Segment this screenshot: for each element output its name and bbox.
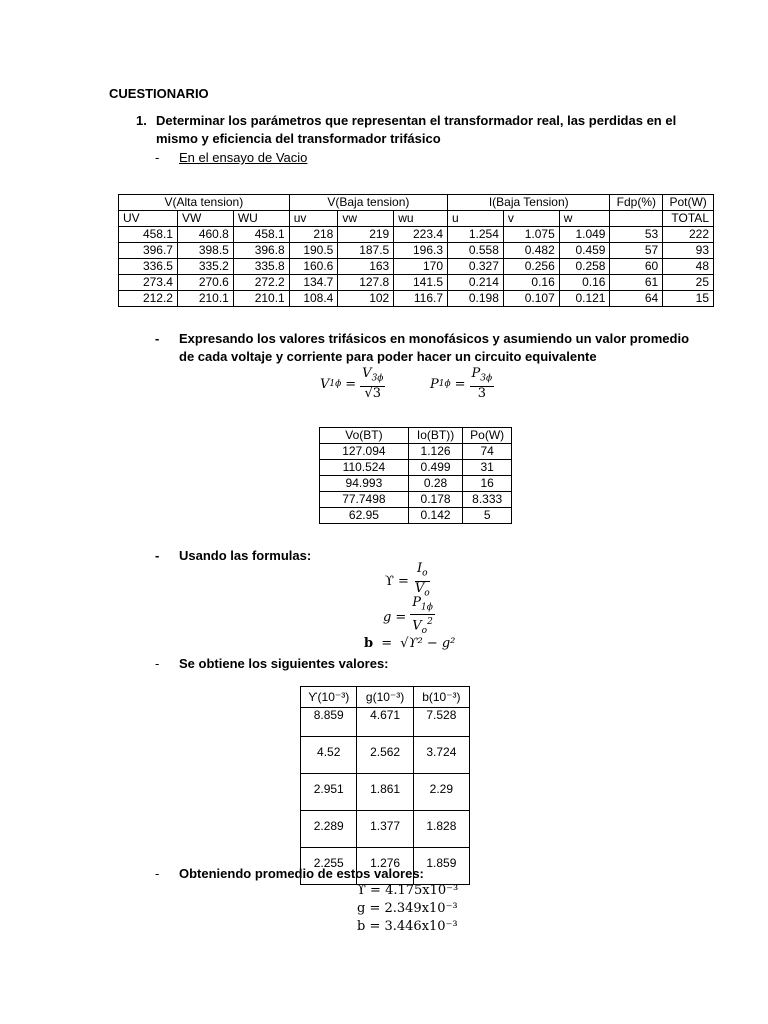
group-header: V(Baja tension) <box>289 195 447 211</box>
formula-symbol: V <box>414 580 425 596</box>
table-cell: 1.828 <box>413 811 469 848</box>
table-cell: 218 <box>289 227 338 243</box>
formula-symbol: g <box>383 609 392 625</box>
formula-denominator: 3 <box>477 385 486 401</box>
table-header-row <box>320 428 512 444</box>
table-cell: 48 <box>663 259 714 275</box>
table-cell: 210.1 <box>233 291 289 307</box>
table-cell: 16 <box>463 476 512 492</box>
column-header: ϒ(10⁻³) <box>301 687 357 708</box>
table-cell: 1.075 <box>503 227 559 243</box>
table-cell: 0.327 <box>448 259 504 275</box>
table-cell: 0.107 <box>503 291 559 307</box>
table-row <box>301 774 470 811</box>
table-group-header-row <box>119 195 714 211</box>
column-header: uv <box>289 211 338 227</box>
table-cell: 0.558 <box>448 243 504 259</box>
formula-equals: = <box>395 609 407 625</box>
table-cell: 458.1 <box>119 227 178 243</box>
table-cell: 7.528 <box>413 708 469 737</box>
vacio-table <box>118 194 714 307</box>
table-cell: 0.256 <box>503 259 559 275</box>
table-cell: 1.126 <box>408 444 463 460</box>
table-row <box>301 708 470 737</box>
formula-subscript: 1ϕ <box>438 379 451 389</box>
formula-superscript: 2 <box>427 617 433 628</box>
table-cell: 210.1 <box>177 291 233 307</box>
question-number: 1. <box>136 113 147 128</box>
table-cell: 273.4 <box>119 275 178 291</box>
table-cell: 2.255 <box>301 848 357 885</box>
formula-fraction <box>410 596 435 639</box>
usando-label: Usando las formulas: <box>179 548 312 563</box>
table-row <box>320 460 512 476</box>
table-row <box>320 444 512 460</box>
table-row <box>119 291 714 307</box>
table-cell: 57 <box>610 243 663 259</box>
column-header: wu <box>394 211 448 227</box>
table-cell: 335.2 <box>177 259 233 275</box>
voltage-formula <box>320 364 385 404</box>
formula-subscript: 1ϕ <box>420 602 433 613</box>
table-cell: 141.5 <box>394 275 448 291</box>
formula-subscript: 1ϕ <box>329 379 342 389</box>
table-cell: 163 <box>338 259 394 275</box>
table-row <box>320 476 512 492</box>
column-header: WU <box>233 211 289 227</box>
table-cell: 77.7498 <box>320 492 409 508</box>
table-cell: 61 <box>610 275 663 291</box>
group-header: V(Alta tension) <box>119 195 290 211</box>
formula-equals: = <box>345 376 357 392</box>
table-row <box>119 275 714 291</box>
formula-equals: = <box>381 636 393 651</box>
table-cell: 0.459 <box>559 243 610 259</box>
column-header <box>610 211 663 227</box>
table-cell: 270.6 <box>177 275 233 291</box>
table-cell: 1.049 <box>559 227 610 243</box>
table-row <box>301 811 470 848</box>
susceptance-formula <box>364 636 455 651</box>
table-cell: 2.29 <box>413 774 469 811</box>
formula-symbol: b <box>364 636 374 651</box>
table-cell: 212.2 <box>119 291 178 307</box>
table-cell: 0.214 <box>448 275 504 291</box>
bullet-dash: - <box>155 866 160 881</box>
formula-symbol: P <box>430 376 439 392</box>
formula-fraction <box>360 367 385 401</box>
table-cell: 0.16 <box>503 275 559 291</box>
table-cell: 0.28 <box>408 476 463 492</box>
group-header: Pot(W) <box>663 195 714 211</box>
table-cell: 134.7 <box>289 275 338 291</box>
table-cell: 196.3 <box>394 243 448 259</box>
column-header: UV <box>119 211 178 227</box>
formula-symbol: V <box>362 366 372 382</box>
average-results <box>357 882 458 936</box>
table-row <box>119 259 714 275</box>
table-cell: 219 <box>338 227 394 243</box>
column-header: w <box>559 211 610 227</box>
table-cell: 93 <box>663 243 714 259</box>
table-cell: 53 <box>610 227 663 243</box>
monofasico-table <box>319 427 512 524</box>
table-cell: 1.377 <box>357 811 413 848</box>
table-cell: 398.5 <box>177 243 233 259</box>
table-cell: 272.2 <box>233 275 289 291</box>
table-cell: 396.8 <box>233 243 289 259</box>
table-cell: 4.52 <box>301 737 357 774</box>
result-admittance: ϒ = 4.175x10⁻³ <box>357 883 459 898</box>
table-cell: 25 <box>663 275 714 291</box>
column-header: TOTAL <box>663 211 714 227</box>
formula-subscript: o <box>421 626 428 637</box>
formula-symbol: I <box>416 560 423 576</box>
column-header: Vo(BT) <box>320 428 409 444</box>
table-cell: 1.861 <box>357 774 413 811</box>
table-cell: 2.289 <box>301 811 357 848</box>
table-column-header-row <box>119 211 714 227</box>
formula-subscript: o <box>422 568 428 579</box>
table-cell: 3.724 <box>413 737 469 774</box>
table-cell: 460.8 <box>177 227 233 243</box>
table-cell: 170 <box>394 259 448 275</box>
table-cell: 222 <box>663 227 714 243</box>
table-header-row <box>301 687 470 708</box>
table-row <box>320 492 512 508</box>
table-cell: 8.859 <box>301 708 357 737</box>
formula-symbol: V <box>412 618 422 634</box>
table-row <box>301 737 470 774</box>
power-formula <box>430 364 494 404</box>
table-cell: 0.499 <box>408 460 463 476</box>
column-header: vw <box>338 211 394 227</box>
table-cell: 2.562 <box>357 737 413 774</box>
table-cell: 102 <box>338 291 394 307</box>
admittance-formula <box>385 562 432 600</box>
promedio-label: Obteniendo promedio de estos valores: <box>179 866 424 881</box>
table-cell: 64 <box>610 291 663 307</box>
formula-expression: √ϒ² − g² <box>400 636 456 651</box>
table-cell: 127.094 <box>320 444 409 460</box>
column-header: b(10⁻³) <box>413 687 469 708</box>
column-header: VW <box>177 211 233 227</box>
group-header: Fdp(%) <box>610 195 663 211</box>
bullet-dash: - <box>155 548 160 563</box>
formula-denominator: √3 <box>364 385 382 401</box>
table-cell: 5 <box>463 508 512 524</box>
table-cell: 4.671 <box>357 708 413 737</box>
table-cell: 0.258 <box>559 259 610 275</box>
column-header: Io(BT)) <box>408 428 463 444</box>
table-row <box>119 243 714 259</box>
table-cell: 94.993 <box>320 476 409 492</box>
table-cell: 0.142 <box>408 508 463 524</box>
obtiene-label: Se obtiene los siguientes valores: <box>179 656 389 671</box>
table-cell: 396.7 <box>119 243 178 259</box>
formula-equals: = <box>397 573 409 589</box>
expr-text-line1: Expresando los valores trifásicos en monofásicos y asumiendo un valor promedio <box>179 331 690 346</box>
expr-text-line2: de cada voltaje y corriente para poder hacer un circuito equivalente <box>179 349 597 364</box>
result-susceptance: b = 3.446x10⁻³ <box>357 919 458 934</box>
bullet-dash: - <box>155 656 160 671</box>
table-cell: 223.4 <box>394 227 448 243</box>
result-conductance: g = 2.349x10⁻³ <box>357 901 458 916</box>
question-text-line1: Determinar los parámetros que representan el transformador real, las perdidas en el <box>156 113 677 128</box>
bullet-dash: - <box>155 150 160 165</box>
bullet-dash: - <box>155 331 160 346</box>
formula-symbol: ϒ <box>385 573 394 589</box>
table-cell: 15 <box>663 291 714 307</box>
table-cell: 0.16 <box>559 275 610 291</box>
table-cell: 108.4 <box>289 291 338 307</box>
table-cell: 1.254 <box>448 227 504 243</box>
table-cell: 0.121 <box>559 291 610 307</box>
table-cell: 160.6 <box>289 259 338 275</box>
formula-fraction <box>470 367 495 401</box>
formula-equals: = <box>454 376 466 392</box>
table-cell: 60 <box>610 259 663 275</box>
column-header: u <box>448 211 504 227</box>
table-cell: 0.178 <box>408 492 463 508</box>
table-cell: 1.276 <box>357 848 413 885</box>
column-header: v <box>503 211 559 227</box>
table-cell: 110.524 <box>320 460 409 476</box>
page-title: CUESTIONARIO <box>109 86 209 101</box>
table-cell: 116.7 <box>394 291 448 307</box>
table-cell: 336.5 <box>119 259 178 275</box>
table-cell: 74 <box>463 444 512 460</box>
formula-symbol: P <box>412 594 421 610</box>
question-text-line2: mismo y eficiencia del transformador trifásico <box>156 131 441 146</box>
formula-symbol: P <box>471 366 481 382</box>
table-cell: 187.5 <box>338 243 394 259</box>
vacio-label: En el ensayo de Vacio <box>179 150 308 165</box>
formula-symbol: V <box>320 376 330 392</box>
table-cell: 458.1 <box>233 227 289 243</box>
column-header: g(10⁻³) <box>357 687 413 708</box>
table-cell: 2.951 <box>301 774 357 811</box>
table-cell: 127.8 <box>338 275 394 291</box>
table-cell: 0.198 <box>448 291 504 307</box>
table-row <box>119 227 714 243</box>
table-cell: 335.8 <box>233 259 289 275</box>
table-cell: 1.859 <box>413 848 469 885</box>
table-cell: 8.333 <box>463 492 512 508</box>
column-header: Po(W) <box>463 428 512 444</box>
table-cell: 62.95 <box>320 508 409 524</box>
table-row <box>320 508 512 524</box>
table-cell: 0.482 <box>503 243 559 259</box>
table-cell: 31 <box>463 460 512 476</box>
formula-subscript: 3ϕ <box>480 373 493 384</box>
formula-subscript: 3ϕ <box>371 373 384 384</box>
formula-subscript: o <box>424 588 430 599</box>
table-cell: 190.5 <box>289 243 338 259</box>
conductance-formula <box>383 594 435 637</box>
group-header: I(Baja Tension) <box>448 195 610 211</box>
parameters-table <box>300 686 470 885</box>
